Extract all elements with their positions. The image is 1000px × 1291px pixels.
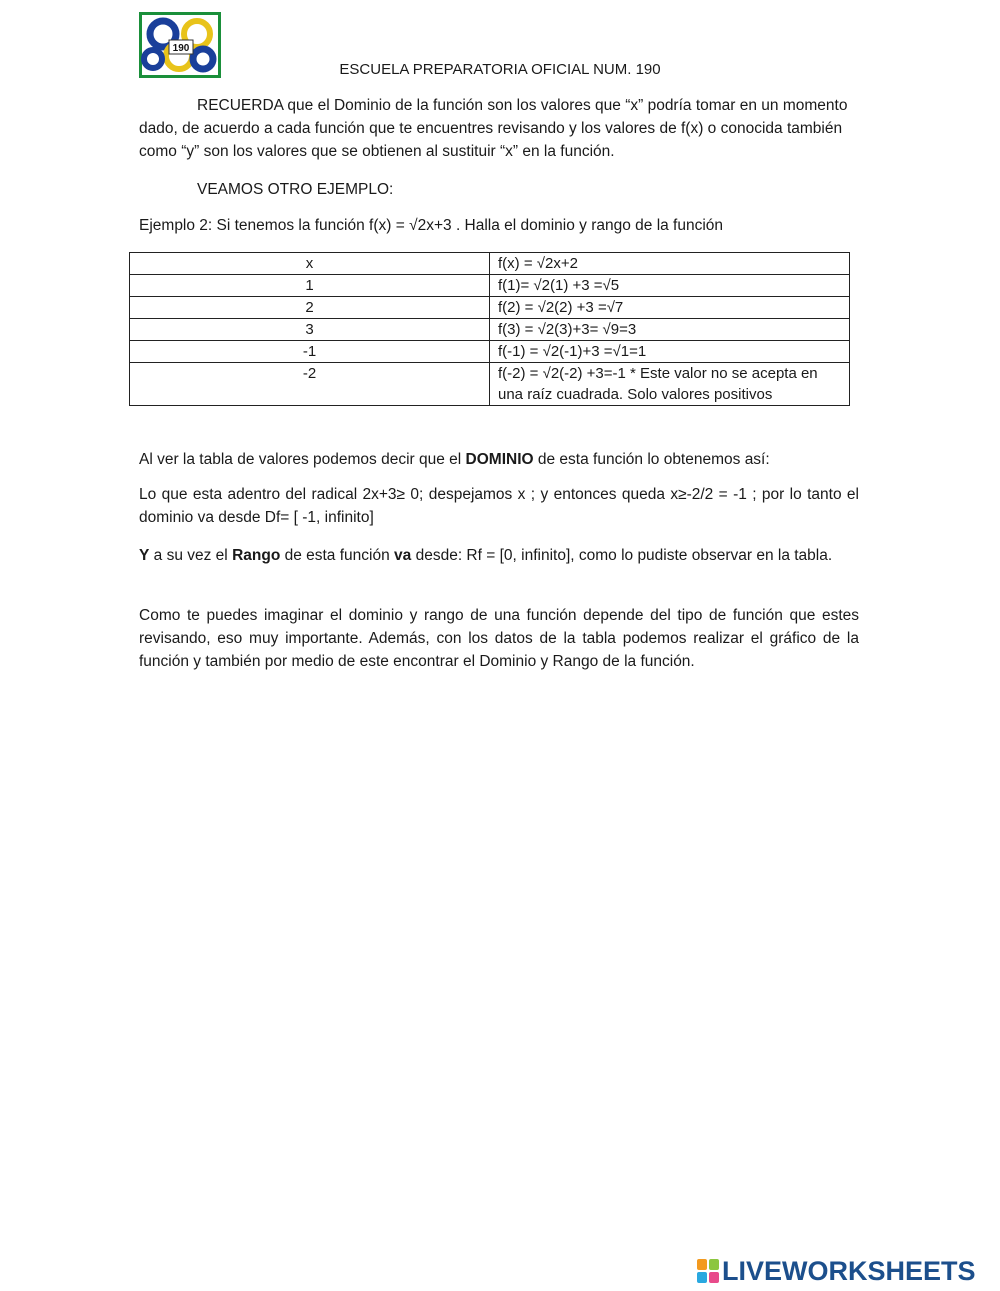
liveworksheets-icon: [697, 1259, 719, 1283]
table-row: [130, 341, 850, 363]
dominio-paragraph: [139, 448, 859, 471]
rango-va: va: [394, 547, 412, 564]
table-row: [130, 363, 850, 406]
values-table: [129, 252, 850, 406]
rango-text-1: a su vez el: [149, 547, 233, 564]
recuerda-paragraph: RECUERDA que el Dominio de la función son los valores que “x” podría tomar en un momento dado, de acuerdo a cada función que te encuentres revisando y los valores de f(x) o conocida también como “y” son los valores que se obtienen al sustituir “x” en la función.: [139, 97, 848, 160]
rango-text-2: de esta función: [280, 547, 395, 564]
liveworksheets-logo[interactable]: [697, 1257, 976, 1285]
table-row: [130, 319, 850, 341]
rango-keyword: Rango: [232, 547, 281, 564]
table-cell-fx: f(2) = √2(2) +3 =√7: [490, 297, 850, 319]
dominio-text-post: de esta función lo obtenemos así:: [533, 451, 770, 468]
table-header-row: [130, 253, 850, 275]
table-cell-fx: f(-2) = √2(-2) +3=-1 * Este valor no se acepta en una raíz cuadrada. Solo valores positivos: [490, 363, 850, 406]
table-cell-x: -1: [130, 341, 490, 363]
rango-paragraph: [139, 544, 859, 567]
table-cell-x: 1: [130, 275, 490, 297]
rango-y: Y: [139, 547, 150, 564]
table-cell-fx: f(-1) = √2(-1)+3 =√1=1: [490, 341, 850, 363]
school-name: ESCUELA PREPARATORIA OFICIAL NUM. 190: [339, 61, 661, 78]
table-cell-fx: f(3) = √2(3)+3= √9=3: [490, 319, 850, 341]
rango-text-3: desde: Rf = [0, infinito], como lo pudiste observar en la tabla.: [411, 547, 833, 564]
radical-paragraph: Lo que esta adentro del radical 2x+3≥ 0; despejamos x ; y entonces queda x≥-2/2 = -1 ; por lo tanto el dominio va desde Df= [ -1, infinito]: [139, 486, 859, 526]
logo-number: 190: [172, 43, 190, 54]
liveworksheets-brand-text: LIVEWORKSHEETS: [722, 1255, 976, 1286]
table-header-fx: f(x) = √2x+2: [490, 253, 850, 275]
table-row: [130, 297, 850, 319]
dominio-text-pre: Al ver la tabla de valores podemos decir que el: [139, 451, 466, 468]
table-cell-x: 2: [130, 297, 490, 319]
table-cell-x: 3: [130, 319, 490, 341]
table-cell-x: -2: [130, 363, 490, 406]
veamos-heading: VEAMOS OTRO EJEMPLO:: [197, 181, 394, 198]
dominio-keyword: DOMINIO: [465, 451, 534, 468]
ejemplo-statement: Ejemplo 2: Si tenemos la función f(x) = √2x+3 . Halla el dominio y rango de la función: [139, 217, 724, 234]
table-row: [130, 275, 850, 297]
table-header-x: x: [130, 253, 490, 275]
conclusion-paragraph: Como te puedes imaginar el dominio y rango de una función depende del tipo de función que estes revisando, eso muy importante. Además, con los datos de la tabla podemos realizar el gráfico de la función y también por medio de este encontrar el Dominio y Rango de la función.: [139, 607, 859, 670]
table-cell-fx: f(1)= √2(1) +3 =√5: [490, 275, 850, 297]
